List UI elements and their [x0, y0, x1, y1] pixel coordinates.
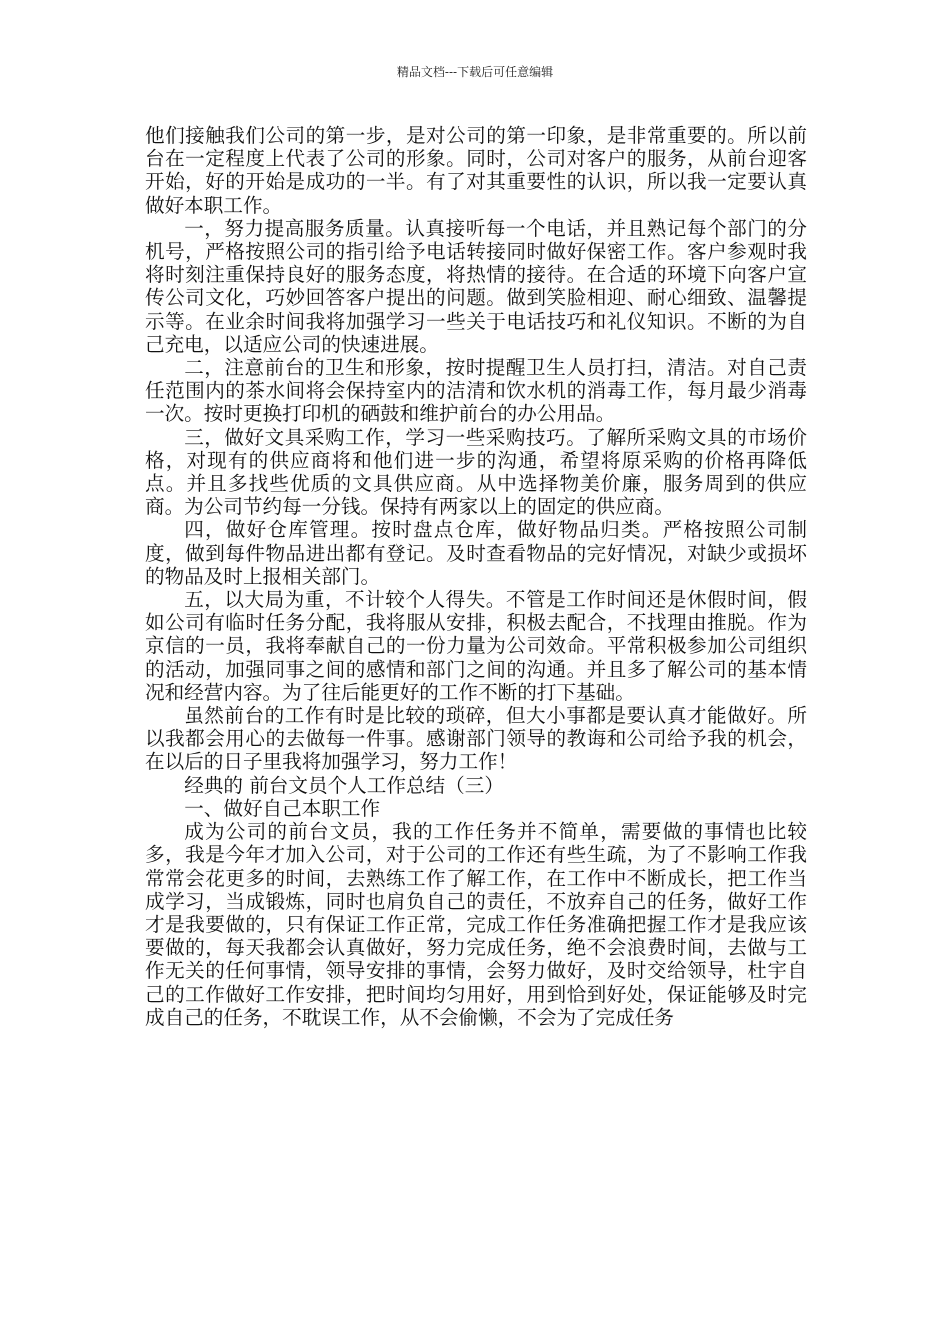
paragraph-intro: 他们接触我们公司的第一步，是对公司的第一印象，是非常重要的。所以前台在一定程度上代表了公司的形象。同时，公司对客户的服务，从前台迎客开始，好的开始是成功的一半。有了对其重要性的认识，所以我一定要认真做好本职工作。 — [145, 124, 807, 217]
paragraph-section-body: 成为公司的前台文员，我的工作任务并不简单，需要做的事情也比较多，我是今年才加入公司，对于公司的工作还有些生疏，为了不影响工作我常常会花更多的时间，去熟练工作了解工作，在工作中不断成长，把工作当成学习，当成锻炼，同时也肩负自己的责任，不放弃自己的任务，做好工作才是我要做的，只有保证工作正常，完成工作任务准确把握工作才是我应该要做的，每天我都会认真做好，努力完成任务，绝不会浪费时间，去做与工作无关的任何事情，领导安排的事情，会努力做好，及时交给领导，杜宇自己的工作做好工作安排，把时间均匀用好，用到恰到好处，保证能够及时完成自己的任务，不耽误工作，从不会偷懒，不会为了完成任务 — [145, 820, 807, 1029]
paragraph-item-2: 二，注意前台的卫生和形象，按时提醒卫生人员打扫，清洁。对自己责任范围内的茶水间将会保持室内的洁清和饮水机的消毒工作，每月最少消毒一次。按时更换打印机的硒鼓和维护前台的办公用品。 — [145, 356, 807, 426]
document-body — [145, 124, 807, 1029]
section-title: 经典的 前台文员个人工作总结（三） — [184, 773, 504, 797]
paragraph-item-3: 三，做好文具采购工作，学习一些采购技巧。了解所采购文具的市场价格，对现有的供应商将和他们进一步的沟通，希望将原采购的价格再降低点。并且多找些优质的文具供应商。从中选择物美价廉，服务周到的供应商。为公司节约每一分钱。保持有两家以上的固定的供应商。 — [145, 425, 807, 519]
paragraph-closing: 虽然前台的工作有时是比较的琐碎，但大小事都是要认真才能做好。所以我都会用心的去做每一件事。感谢部门领导的教诲和公司给予我的机会，在以后的日子里我将加强学习，努力工作！ — [145, 704, 807, 774]
paragraph-item-1: 一，努力提高服务质量。认真接听每一个电话，并且熟记每个部门的分机号，严格按照公司的指引给予电话转接同时做好保密工作。客户参观时我将时刻注重保持良好的服务态度，将热情的接待。在合适的环境下向客户宣传公司文化，巧妙回答客户提出的问题。做到笑脸相迎、耐心细致、温馨提示等。在业余时间我将加强学习一些关于电话技巧和礼仪知识。不断的为自己充电，以适应公司的快速进展。 — [145, 216, 807, 356]
paragraph-item-4: 四，做好仓库管理。按时盘点仓库，做好物品归类。严格按照公司制度，做到每件物品进出都有登记。及时查看物品的完好情况，对缺少或损坏的物品及时上报相关部门。 — [145, 518, 807, 588]
paragraph-item-5: 五，以大局为重，不计较个人得失。不管是工作时间还是休假时间，假如公司有临时任务分配，我将服从安排，积极去配合，不找理由推脱。作为京信的一员，我将奉献自己的一份力量为公司效命。平常积极参加公司组织的活动，加强同事之间的感情和部门之间的沟通。并且多了解公司的基本情况和经营内容。为了往后能更好的工作不断的打下基础。 — [145, 588, 807, 704]
section-subheading: 一、做好自己本职工作 — [184, 796, 381, 820]
page-header: 精品文档---下载后可任意编辑 — [396, 65, 554, 79]
